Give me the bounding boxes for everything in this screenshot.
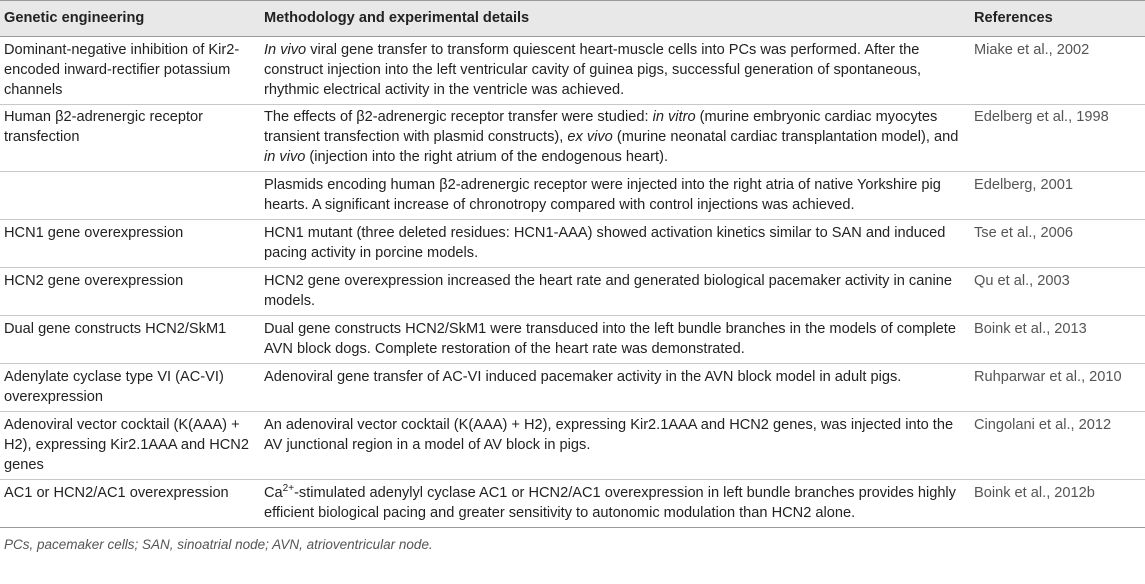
header-genetic-engineering: Genetic engineering (4, 10, 145, 26)
cell-genetic-engineering: Dual gene constructs HCN2/SkM1 (4, 321, 227, 337)
header-references: References (974, 10, 1053, 26)
cell-genetic-engineering: AC1 or HCN2/AC1 overexpression (4, 485, 229, 501)
cell-genetic-engineering: Adenoviral vector cocktail (K(AAA) + H2), expressing Kir2.1AAA and HCN2 genes (4, 417, 249, 473)
table-header (0, 1, 1145, 37)
table-row (0, 268, 1145, 316)
cell-genetic-engineering (0, 172, 258, 220)
table-footnote: PCs, pacemaker cells; SAN, sinoatrial node; AVN, atrioventricular node. (4, 537, 433, 552)
table-row (0, 364, 1145, 412)
table-row (0, 316, 1145, 364)
header-row (0, 1, 1145, 37)
cell-reference: Qu et al., 2003 (974, 273, 1070, 289)
italic-term: in vitro (652, 109, 696, 125)
cell-genetic-engineering: HCN1 gene overexpression (4, 225, 184, 241)
superscript-charge: 2+ (282, 483, 295, 495)
cell-reference: Miake et al., 2002 (974, 42, 1090, 58)
methodology-text: The effects of β2-adrenergic receptor transfer were studied: (264, 109, 653, 125)
table-row (0, 220, 1145, 268)
cell-methodology: Plasmids encoding human β2-adrenergic receptor were injected into the right atria of native Yorkshire pig hearts. A significant increase of chronotropy compared with control injections was achieved. (264, 177, 941, 213)
italic-term: ex vivo (567, 129, 613, 145)
cell-reference: Edelberg et al., 1998 (974, 109, 1109, 125)
methodology-text: (injection into the right atrium of the endogenous heart). (305, 149, 669, 165)
cell-methodology (258, 105, 970, 172)
table-row (0, 480, 1145, 528)
table-row (0, 37, 1145, 105)
cell-reference: Boink et al., 2013 (974, 321, 1087, 337)
methodology-text: -stimulated adenylyl cyclase AC1 or HCN2/AC1 overexpression in left bundle branches provides highly efficient biological pacing and greater sensitivity to autonomic modulation than HCN2 alone. (264, 485, 956, 521)
cell-reference: Ruhparwar et al., 2010 (974, 369, 1122, 385)
cell-genetic-engineering: HCN2 gene overexpression (4, 273, 184, 289)
table-row (0, 172, 1145, 220)
cell-reference: Cingolani et al., 2012 (974, 417, 1112, 433)
table-row (0, 105, 1145, 172)
table-row (0, 412, 1145, 480)
cell-methodology: HCN2 gene overexpression increased the heart rate and generated biological pacemaker activity in canine models. (264, 273, 952, 309)
italic-term: in vivo (264, 149, 306, 165)
header-methodology: Methodology and experimental details (264, 10, 530, 26)
cell-methodology: An adenoviral vector cocktail (K(AAA) + H2), expressing Kir2.1AAA and HCN2 genes, was injected into the AV junctional region in a model of AV block in pigs. (264, 417, 954, 453)
cell-methodology: Dual gene constructs HCN2/SkM1 were transduced into the left bundle branches in the models of complete AVN block dogs. Complete restoration of the heart rate was demonstrated. (264, 321, 956, 357)
cell-methodology (258, 480, 970, 528)
cell-methodology: HCN1 mutant (three deleted residues: HCN1-AAA) showed activation kinetics similar to SAN and induced pacing activity in porcine models. (264, 225, 946, 261)
cell-genetic-engineering: Human β2-adrenergic receptor transfection (4, 109, 204, 145)
cell-reference: Tse et al., 2006 (974, 225, 1073, 241)
cell-methodology: Adenoviral gene transfer of AC-VI induced pacemaker activity in the AVN block model in adult pigs. (264, 369, 902, 385)
cell-genetic-engineering: Adenylate cyclase type VI (AC-VI) overexpression (4, 369, 224, 405)
methodology-text: (murine neonatal cardiac transplantation model), and (612, 129, 959, 145)
italic-term: In vivo (264, 42, 307, 58)
methodology-text: (murine embryonic cardiac myocytes transient transfection with plasmid constructs), (264, 109, 938, 145)
cell-reference: Boink et al., 2012b (974, 485, 1095, 501)
table-body (0, 37, 1145, 528)
cell-genetic-engineering: Dominant-negative inhibition of Kir2-encoded inward-rectifier potassium channels (4, 42, 240, 98)
cell-reference: Edelberg, 2001 (974, 177, 1073, 193)
cell-methodology (258, 37, 970, 105)
methodology-text: Ca (264, 485, 283, 501)
methodology-text: viral gene transfer to transform quiescent heart-muscle cells into PCs was performed. After the construct injection into the left ventricular cavity of guinea pigs, successful generation of spontaneous, rhythmic electrical activity in the ventricle was achieved. (264, 42, 922, 98)
